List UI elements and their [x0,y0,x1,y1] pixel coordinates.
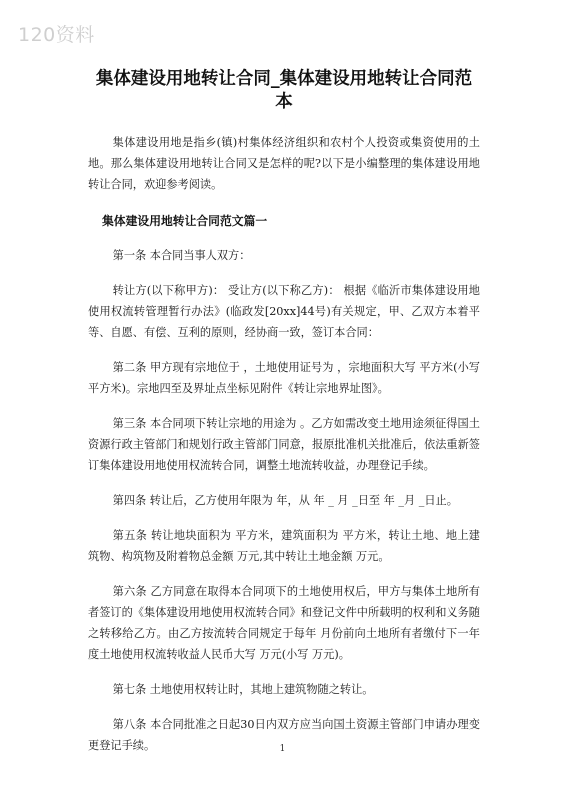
section-heading: 集体建设用地转让合同范文篇一 [102,214,268,228]
clause-1: 第一条 本合同当事人双方： [112,249,251,262]
document-title: 集体建设用地转让合同_集体建设用地转让合同范本 [95,69,473,112]
clause-4: 第四条 转让后，乙方使用年限为 年，从 年 _ 月 _日至 年 _月 _日止。 [112,494,458,507]
watermark-logo: 120资料 [18,24,95,46]
clause-parties: 转让方(以下称甲方)： 受让方(以下称乙方)： 根据《临沂市集体建设用地使用权流转管理暂行办法》(临政发[20xx]44号)有关规定，甲、乙双方本着平等、自愿、有偿、互利的原则，经协商一致，签订本合同： [88,284,480,339]
clause-3: 第三条 本合同项下转让宗地的用途为 。乙方如需改变土地用途须征得国土资源行政主管部门和规划行政主管部门同意，报原批准机关批准后，依法重新签订集体建设用地使用权流转合同，调整土地流转收益，办理登记手续。 [88,417,480,472]
clause-7: 第七条 土地使用权转让时，其地上建筑物随之转让。 [112,683,374,696]
intro-paragraph: 集体建设用地是指乡(镇)村集体经济组织和农村个人投资或集资使用的土地。那么集体建设用地转让合同又是怎样的呢?以下是小编整理的集体建设用地转让合同，欢迎参考阅读。 [88,136,480,191]
document-body [88,68,480,770]
clause-8: 第八条 本合同批准之日起30日内双方应当向国土资源主管部门申请办理变更登记手续。 [88,718,480,752]
clause-2: 第二条 甲方现有宗地位于 ，土地使用证号为 ，宗地面积大写 平方米(小写 平方米)。宗地四至及界址点坐标见附件《转让宗地界址图》。 [88,361,480,395]
page-number: 1 [279,744,286,754]
clause-6: 第六条 乙方同意在取得本合同项下的土地使用权后，甲方与集体土地所有者签订的《集体建设用地使用权流转合同》和登记文件中所载明的权利和义务随之转移给乙方。由乙方按流转合同规定于每年 月份前向土地所有者缴付下一年度土地使用权流转收益人民币大写 万元(小写 万元)。 [88,585,480,661]
clause-5: 第五条 转让地块面积为 平方米，建筑面积为 平方米，转让土地、地上建筑物、构筑物及附着物总金额 万元,其中转让土地金额 万元。 [88,529,480,563]
